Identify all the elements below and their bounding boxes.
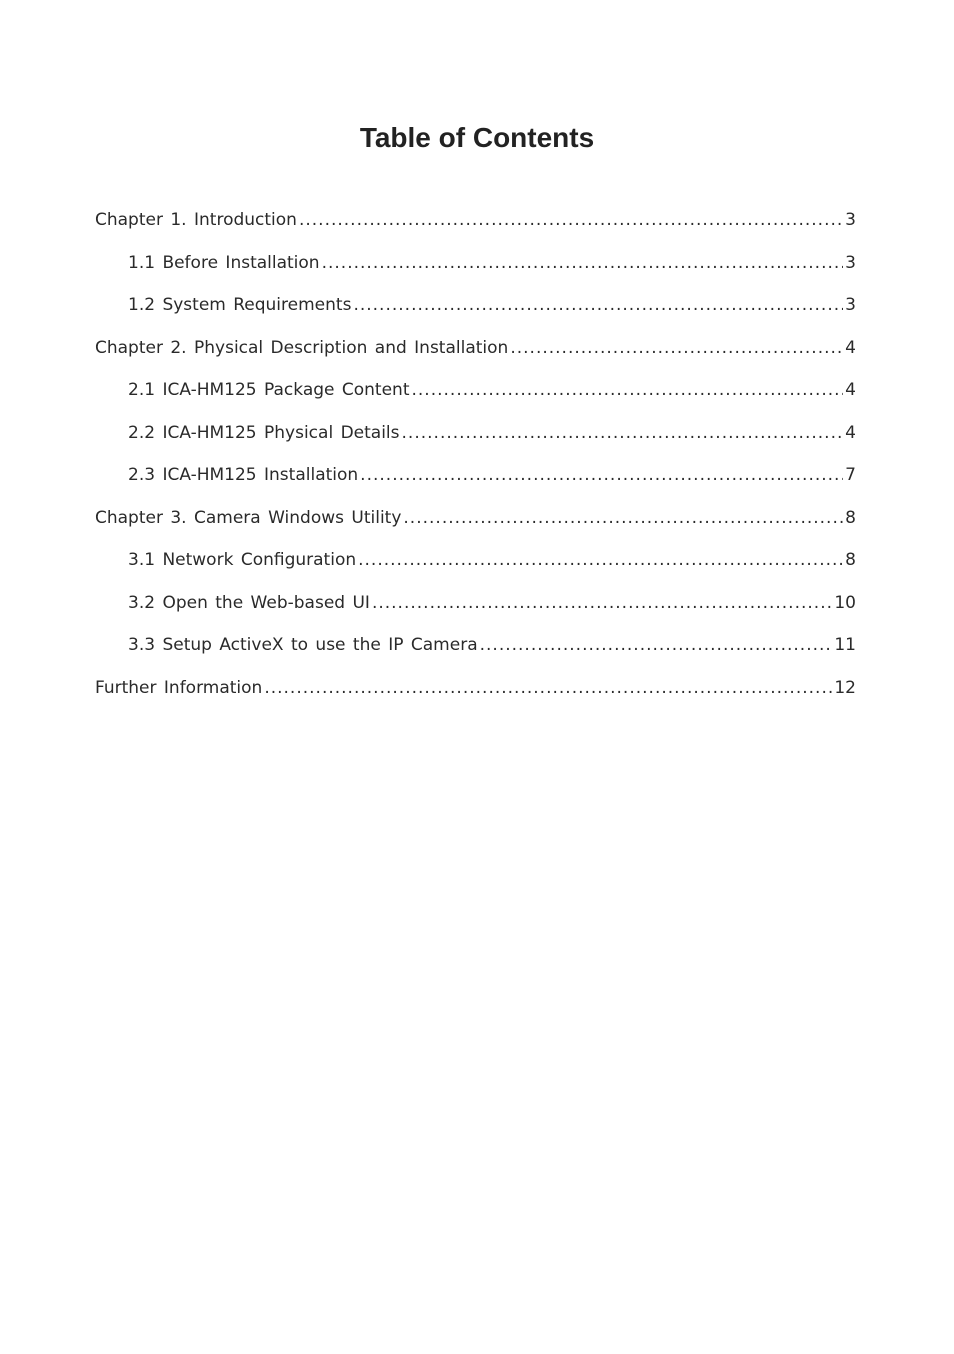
toc-entry-label: 1.1 Before Installation bbox=[128, 252, 320, 273]
dot-leader bbox=[403, 510, 843, 527]
toc-entry-label: Chapter 2. Physical Description and Installation bbox=[95, 337, 509, 358]
dot-leader bbox=[402, 425, 844, 442]
toc-entry-page: 4 bbox=[845, 380, 856, 400]
toc-entry-3-3[interactable] bbox=[95, 637, 856, 680]
toc-entry-2-3[interactable] bbox=[95, 467, 856, 510]
dot-leader bbox=[360, 467, 843, 484]
dot-leader bbox=[372, 595, 832, 612]
toc-entry-label: Chapter 3. Camera Windows Utility bbox=[95, 507, 402, 528]
dot-leader bbox=[322, 255, 844, 272]
toc-entry-further-information[interactable] bbox=[95, 677, 856, 723]
dot-leader bbox=[412, 382, 844, 399]
toc-entry-label: Chapter 1. Introduction bbox=[95, 210, 297, 230]
toc-entry-chapter-1[interactable] bbox=[95, 212, 856, 255]
toc-entry-label: 1.2 System Requirements bbox=[128, 295, 352, 315]
toc-entry-chapter-2[interactable] bbox=[95, 337, 856, 383]
toc-entry-label: 3.1 Network Configuration bbox=[128, 550, 357, 570]
toc-entry-page: 4 bbox=[845, 422, 856, 443]
toc-entry-page: 12 bbox=[834, 677, 856, 698]
toc-entry-3-1[interactable] bbox=[95, 552, 856, 595]
toc-entry-2-1[interactable] bbox=[95, 382, 856, 425]
toc-entry-label: 3.2 Open the Web-based UI bbox=[128, 592, 370, 613]
toc-entry-page: 10 bbox=[834, 592, 856, 613]
dot-leader bbox=[264, 680, 832, 697]
toc-entry-page: 4 bbox=[845, 337, 856, 358]
toc-entry-2-2[interactable] bbox=[95, 422, 856, 468]
toc-entry-page: 11 bbox=[834, 635, 856, 655]
toc-entry-page: 7 bbox=[845, 465, 856, 485]
dot-leader bbox=[358, 552, 843, 569]
toc-entry-page: 3 bbox=[845, 252, 856, 273]
toc-entry-label: Further Information bbox=[95, 677, 263, 698]
page-title: Table of Contents bbox=[359, 122, 595, 153]
table-of-contents bbox=[95, 212, 856, 722]
toc-entry-label: 2.1 ICA-HM125 Package Content bbox=[128, 380, 410, 400]
toc-entry-page: 8 bbox=[845, 550, 856, 570]
toc-entry-1-2[interactable] bbox=[95, 297, 856, 340]
toc-entry-label: 3.3 Setup ActiveX to use the IP Camera bbox=[128, 635, 478, 655]
toc-entry-chapter-3[interactable] bbox=[95, 507, 856, 553]
toc-entry-page: 3 bbox=[845, 210, 856, 230]
toc-entry-label: 2.2 ICA-HM125 Physical Details bbox=[128, 422, 400, 443]
toc-entry-3-2[interactable] bbox=[95, 592, 856, 638]
dot-leader bbox=[510, 340, 843, 357]
toc-entry-page: 3 bbox=[845, 295, 856, 315]
dot-leader bbox=[480, 637, 833, 654]
toc-entry-page: 8 bbox=[845, 507, 856, 528]
toc-entry-1-1[interactable] bbox=[95, 252, 856, 298]
toc-entry-label: 2.3 ICA-HM125 Installation bbox=[128, 465, 359, 485]
dot-leader bbox=[353, 297, 843, 314]
dot-leader bbox=[299, 212, 843, 229]
